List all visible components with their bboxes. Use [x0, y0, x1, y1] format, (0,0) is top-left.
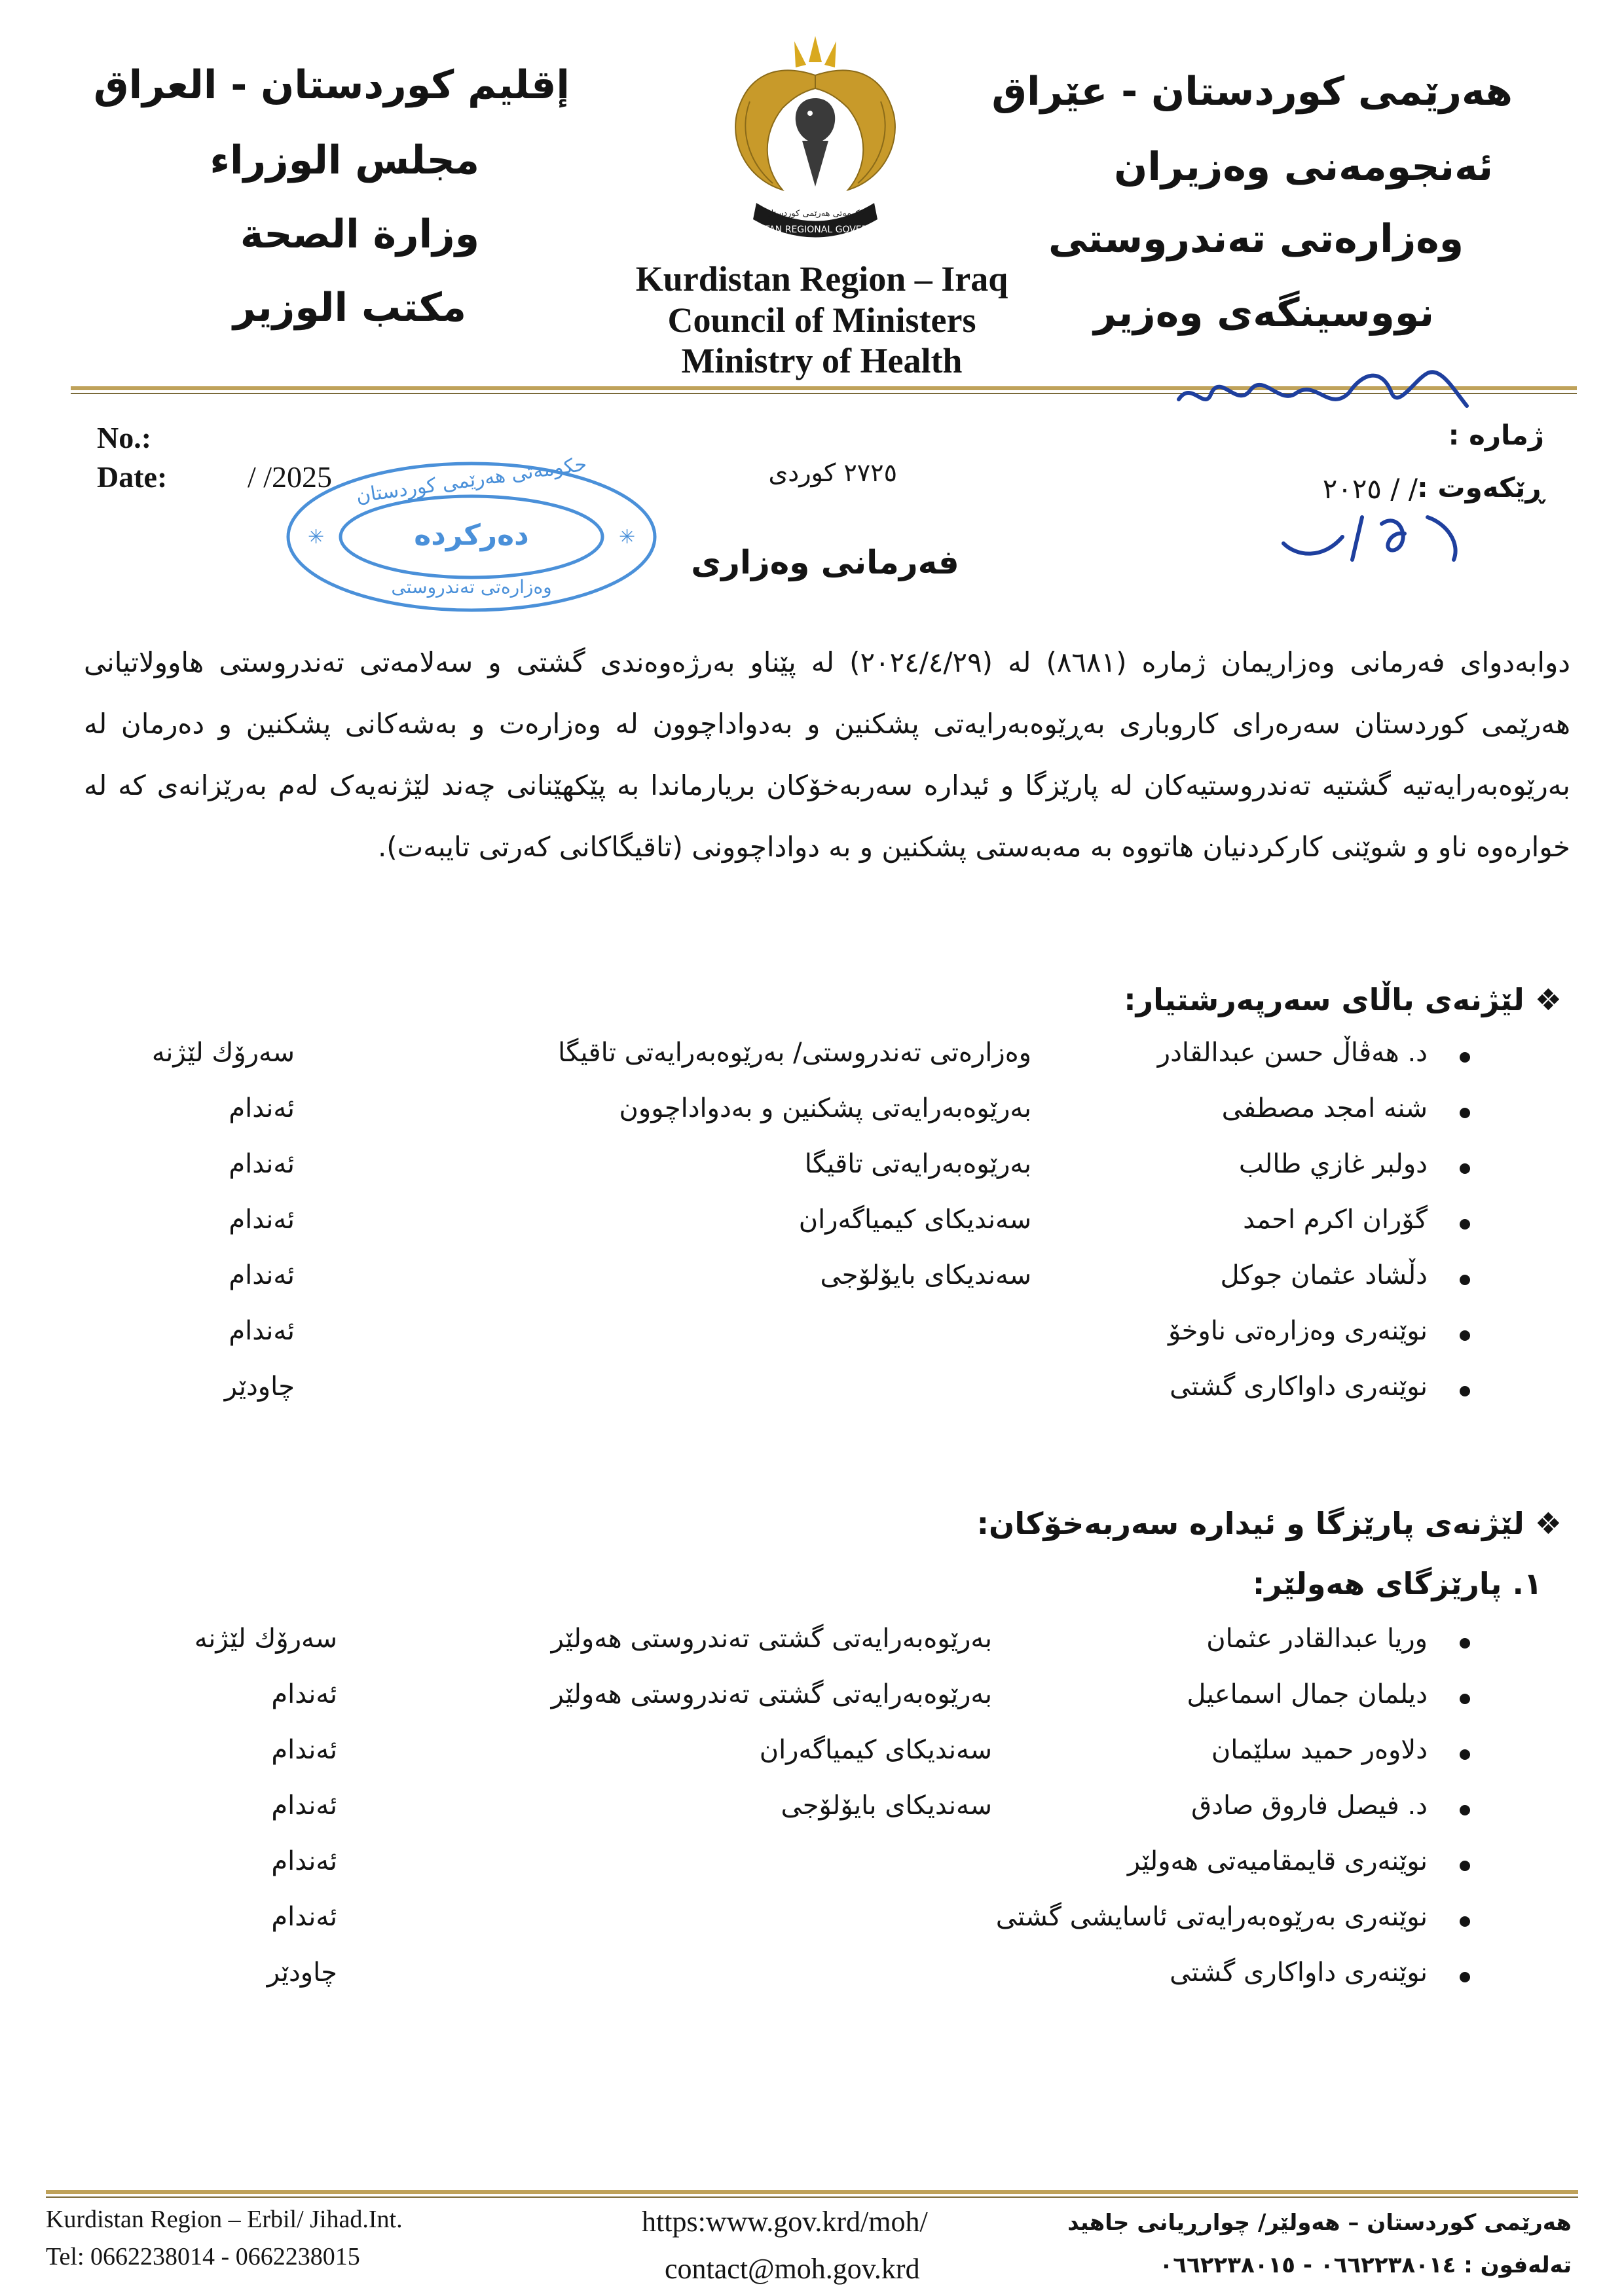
header-english-line-1: Kurdistan Region – Iraq: [635, 259, 1008, 299]
member-role: ئەندام: [271, 1791, 337, 1821]
date-value-ku: / / ٢٠٢٥: [1322, 473, 1418, 505]
member-row: [0, 1205, 1624, 1250]
bullet-icon: [1460, 1805, 1470, 1815]
footer-phone-en: Tel: 0662238014 - 0662238015: [46, 2243, 360, 2270]
member-name: نوێنەری داواکاری گشتی: [1170, 1958, 1428, 1988]
stamp-bottom-text: وەزارەتی تەندروستی: [391, 576, 552, 598]
header-arabic-line-2: مجلس الوزراء: [210, 137, 479, 183]
section1-heading-text: لێژنەی باڵای سەرپەرشتیار:: [1124, 982, 1524, 1017]
footer-phone-ku: تەلەفون : ٠٦٦٢٢٣٨٠١٤ - ٠٦٦٢٢٣٨٠١٥: [1159, 2252, 1572, 2278]
emblem-ring-text-ku: حکومەتی هەرێمی کوردستان: [765, 209, 866, 219]
section2-heading: [977, 1506, 1562, 1541]
issued-stamp: [282, 452, 661, 615]
member-role: ئەندام: [229, 1149, 295, 1179]
member-name: دولبر غازي طالب: [1238, 1149, 1428, 1179]
document-title: فەرمانی وەزاری: [691, 543, 959, 581]
member-workplace: سەندیکای بایۆلۆجی: [781, 1791, 992, 1821]
member-name: وريا عبدالقادر عثمان: [1206, 1624, 1428, 1654]
stamp-top-text: حکومەتی هەرێمی کوردستان: [354, 452, 589, 508]
bullet-icon: [1460, 1052, 1470, 1063]
header-english-line-3: Ministry of Health: [681, 341, 963, 380]
footer-divider: [46, 2190, 1578, 2194]
bullet-icon: [1460, 1638, 1470, 1649]
member-row: [0, 1038, 1624, 1084]
bullet-icon: [1460, 1330, 1470, 1341]
member-role: ئەندام: [271, 1902, 337, 1932]
member-name: د. فيصل فاروق صادق: [1191, 1791, 1428, 1821]
footer-email-link[interactable]: contact@moh.gov.krd: [665, 2253, 920, 2285]
footer-website-link[interactable]: https:www.gov.krd/moh/: [642, 2206, 928, 2238]
bullet-icon: [1460, 1972, 1470, 1982]
diamond-bullet-icon: ❖: [1524, 1506, 1562, 1541]
header-kurdish-line-2: ئەنجومەنی وەزیران: [1114, 144, 1493, 190]
header-kurdish-line-4: نووسینگەی وەزیر: [1094, 290, 1434, 336]
member-workplace: بەرێوەبەرایەتی گشتی تەندروستی هەولێر: [551, 1624, 992, 1654]
member-name: د. هەڤاڵ حسن عبدالقادر: [1157, 1038, 1428, 1068]
header-arabic-line-1: إقليم كوردستان - العراق: [93, 62, 570, 108]
footer-address-ku: هەرێمی کوردستان – هەولێر/ چوارڕیانی جاهید: [1067, 2210, 1572, 2236]
member-role: ئەندام: [229, 1093, 295, 1123]
footer-address-en: Kurdistan Region – Erbil/ Jihad.Int.: [46, 2206, 403, 2233]
member-name: نوێنەری وەزارەتی ناوخۆ: [1168, 1316, 1428, 1346]
member-name: ديلمان جمال اسماعيل: [1187, 1679, 1428, 1709]
member-name: گۆران اكرم احمد: [1243, 1205, 1428, 1235]
svg-text:✳: ✳: [619, 526, 636, 549]
bullet-icon: [1460, 1275, 1470, 1285]
bullet-icon: [1460, 1694, 1470, 1704]
member-workplace: بەرێوەبەرایەتی تاقیگا: [804, 1149, 1031, 1179]
member-workplace: بەرێوەبەرایەتی پشکنین و بەدواداچوون: [619, 1093, 1031, 1123]
section2-subheading: ١. پارێزگای هەولێر:: [1252, 1566, 1542, 1601]
member-row: [0, 1316, 1624, 1362]
member-row: [0, 1958, 1624, 2003]
number-label: No.:: [97, 421, 152, 454]
number-label-ku: ژمارە :: [1448, 419, 1544, 451]
date-value: / /2025: [248, 460, 333, 494]
member-name: نوێنەری بەرێوەبەرایەتی ئاسایشی گشتی: [995, 1902, 1428, 1932]
member-row: [0, 1791, 1624, 1836]
svg-text:✳: ✳: [308, 526, 325, 549]
member-name: شنە امجد مصطفى: [1221, 1093, 1428, 1123]
header-kurdish-line-3: وەزارەتی تەندروستی: [1048, 216, 1464, 262]
kurdistan-emblem-icon: [710, 36, 920, 259]
body-paragraph: دوابەدوای فەرمانی وەزاریمان ژمارە (٨٦٨١) لە (٢٠٢٤/٤/٢٩) لە پێناو بەرژەوەندی گشتی و سەلامەتی تەندروستی هاوولاتیانی هەرێمی کوردستان سەرەرای کاروباری بەڕێوەبەرایەتی پشکنین و بەدواداچوون لە وەزارەت و بەشەکانی پشکنین و دەرمان لە بەرێوەبەرایەتیە گشتیە تەندروستیەکان لە پارێزگا و ئیدارە سەربەخۆکان بریارماندا بە پێکهێنانی چەند لێژنەیەک لەم بەرێزانەی کە لە خوارەوە ناو و شوێنی کارکردنیان هاتووە بە مەبەستی پشکنین و بە دواداچوونی (تاقیگاکانی کەرتی تایبەت).: [84, 646, 1570, 863]
member-role: ئەندام: [271, 1846, 337, 1876]
member-name: دڵشاد عثمان جوكل: [1220, 1260, 1428, 1290]
member-role: چاودێر: [267, 1958, 337, 1988]
date-label-ku: ڕێکەوت :: [1416, 471, 1544, 503]
member-row: [0, 1260, 1624, 1306]
member-name: نوێنەری داواکاری گشتی: [1170, 1372, 1428, 1402]
handwritten-number: [1166, 354, 1480, 432]
member-workplace: بەرێوەبەرایەتی گشتی تەندروستی هەولێر: [551, 1679, 992, 1709]
member-workplace: سەندیکای کیمیاگەران: [759, 1735, 992, 1765]
header-arabic-line-4: مكتب الوزير: [232, 285, 466, 331]
member-role: سەرۆك لێژنە: [151, 1038, 295, 1068]
diamond-bullet-icon: ❖: [1524, 982, 1562, 1017]
bullet-icon: [1460, 1861, 1470, 1871]
member-row: [0, 1679, 1624, 1725]
section2-heading-text: لێژنەی پارێزگا و ئیدارە سەربەخۆکان:: [976, 1506, 1524, 1541]
member-row: [0, 1372, 1624, 1417]
member-role: ئەندام: [271, 1679, 337, 1709]
member-row: [0, 1902, 1624, 1948]
member-workplace: وەزارەتی تەندروستی/ بەرێوەبەرایەتی تاقیگا: [558, 1038, 1031, 1068]
header-english-line-2: Council of Ministers: [667, 301, 976, 340]
bullet-icon: [1460, 1386, 1470, 1396]
bullet-icon: [1460, 1108, 1470, 1118]
bullet-icon: [1460, 1219, 1470, 1230]
member-row: [0, 1624, 1624, 1669]
member-role: ئەندام: [271, 1735, 337, 1765]
member-row: [0, 1149, 1624, 1195]
stamp-middle-text: دەرکردە: [414, 519, 529, 552]
member-workplace: سەندیکای کیمیاگەران: [798, 1205, 1031, 1235]
emblem-ring-text: KURDISTAN REGIONAL GOVERNMENT: [729, 225, 901, 235]
member-row: [0, 1735, 1624, 1781]
kurdish-year: ٢٧٢٥ کوردی: [768, 458, 897, 487]
member-role: چاودێر: [224, 1372, 295, 1402]
bullet-icon: [1460, 1916, 1470, 1927]
footer-divider-thin: [46, 2196, 1578, 2198]
date-label: Date:: [97, 460, 168, 494]
member-name: نوێنەری قایمقامیەتی هەولێر: [1127, 1846, 1428, 1876]
bullet-icon: [1460, 1749, 1470, 1760]
member-workplace: سەندیکای بایۆلۆجی: [820, 1260, 1031, 1290]
member-role: ئەندام: [229, 1205, 295, 1235]
section1-heading: [1124, 982, 1562, 1017]
member-role: ئەندام: [229, 1316, 295, 1346]
bullet-icon: [1460, 1163, 1470, 1174]
header-arabic-line-3: وزارة الصحة: [240, 211, 479, 257]
member-name: دلاوەر حمید سلێمان: [1211, 1735, 1428, 1765]
member-row: [0, 1093, 1624, 1139]
member-role: ئەندام: [229, 1260, 295, 1290]
header-kurdish-line-1: هەرێمی کوردستان - عێراق: [991, 69, 1513, 115]
member-role: سەرۆك لێژنە: [194, 1624, 337, 1654]
member-row: [0, 1846, 1624, 1892]
